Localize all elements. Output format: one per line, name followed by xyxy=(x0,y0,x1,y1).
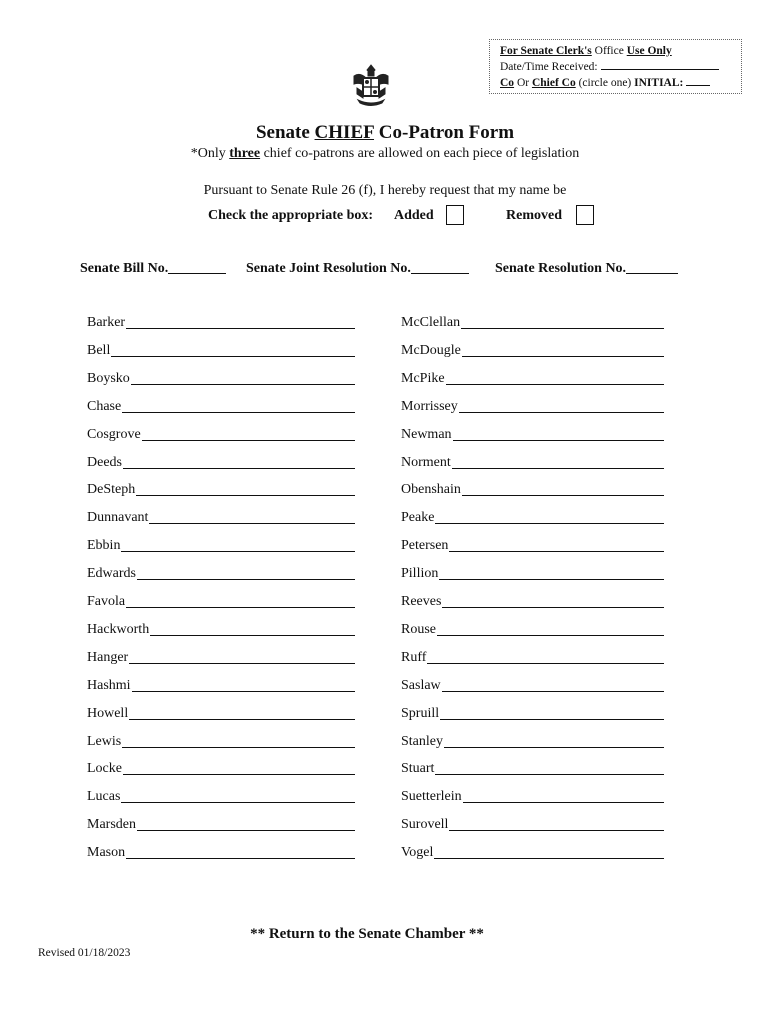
signature-line[interactable] xyxy=(150,635,355,636)
signature-line[interactable] xyxy=(123,774,355,775)
senator-row xyxy=(401,315,664,333)
title-pre: Senate xyxy=(255,122,315,143)
senator-row xyxy=(401,399,664,417)
senator-name: Suetterlein xyxy=(401,789,462,805)
signature-line[interactable] xyxy=(463,802,664,803)
senator-name: Vogel xyxy=(401,845,434,861)
initial-field[interactable] xyxy=(686,74,710,86)
chief-co-option: Chief Co xyxy=(531,77,576,89)
senator-row xyxy=(87,734,355,752)
removed-checkbox[interactable] xyxy=(576,205,594,225)
senator-name: Morrissey xyxy=(401,398,458,414)
senator-row xyxy=(87,706,355,724)
senate-bill-item xyxy=(80,261,168,277)
pursuant-text: Pursuant to Senate Rule 26 (f), I hereby request that my name be xyxy=(203,183,567,198)
signature-line[interactable] xyxy=(129,719,355,720)
signature-line[interactable] xyxy=(439,579,664,580)
senator-name: Saslaw xyxy=(401,677,441,693)
clerk-office-label: For Senate Clerk's xyxy=(500,45,592,57)
revision-date: Revised 01/18/2023 xyxy=(38,947,131,959)
senator-name: Lucas xyxy=(87,789,121,805)
senator-name: Obenshain xyxy=(401,482,461,498)
senator-row xyxy=(87,789,355,807)
senator-name: McClellan xyxy=(401,315,461,330)
senator-name: Ebbin xyxy=(87,538,121,554)
signature-line[interactable] xyxy=(453,440,664,441)
clerk-use-box xyxy=(489,39,742,94)
circle-one-text: (circle one) xyxy=(575,77,635,89)
senator-row xyxy=(87,343,355,361)
subtitle-emphasis: three xyxy=(229,146,261,161)
form-subtitle xyxy=(0,146,770,162)
senator-name: Reeves xyxy=(401,594,442,609)
senator-row xyxy=(401,594,664,612)
signature-line[interactable] xyxy=(111,356,355,357)
senator-row xyxy=(87,371,355,389)
signature-line[interactable] xyxy=(435,774,664,775)
title-post: Co-Patron Form xyxy=(374,122,515,143)
senator-row xyxy=(401,845,664,863)
senate-seal-icon xyxy=(348,62,394,108)
signature-line[interactable] xyxy=(442,607,664,608)
senator-name: Bell xyxy=(87,342,111,358)
senator-row xyxy=(401,789,664,807)
date-time-received-label: Date/Time Received: xyxy=(500,61,598,73)
senator-row xyxy=(401,678,664,696)
senator-row xyxy=(87,482,355,500)
signature-line[interactable] xyxy=(446,384,664,385)
signature-line[interactable] xyxy=(123,468,355,469)
senator-row xyxy=(401,427,664,445)
senator-row xyxy=(401,482,664,500)
signature-line[interactable] xyxy=(122,747,355,748)
senator-name: Surovell xyxy=(401,817,449,833)
signature-line[interactable] xyxy=(131,384,355,385)
senator-row xyxy=(87,538,355,556)
senator-name: Hackworth xyxy=(87,621,150,637)
signature-line[interactable] xyxy=(452,468,664,469)
signature-line[interactable] xyxy=(129,663,355,664)
senator-row xyxy=(87,817,355,835)
signature-line[interactable] xyxy=(434,858,664,859)
signature-line[interactable] xyxy=(437,635,664,636)
signature-line[interactable] xyxy=(137,830,355,831)
clerk-office-text: Office xyxy=(591,45,627,57)
senator-name: Chase xyxy=(87,398,122,414)
senator-row xyxy=(87,650,355,668)
date-time-received-field[interactable] xyxy=(601,58,719,70)
joint-resolution-item xyxy=(246,261,411,277)
signature-line[interactable] xyxy=(149,523,355,524)
senator-name: Howell xyxy=(87,705,129,721)
return-instruction: ** Return to the Senate Chamber ** xyxy=(250,926,484,942)
senator-name: Dunnavant xyxy=(87,510,149,526)
subtitle-pre: *Only xyxy=(190,146,230,161)
senator-row xyxy=(401,538,664,556)
signature-line[interactable] xyxy=(462,356,664,357)
signature-line[interactable] xyxy=(427,663,664,664)
senator-row xyxy=(87,455,355,473)
senator-row xyxy=(87,678,355,696)
senator-row xyxy=(401,761,664,779)
senator-name: Locke xyxy=(87,761,122,777)
senator-row xyxy=(401,817,664,835)
senator-name: Norment xyxy=(401,454,451,470)
senator-name: Marsden xyxy=(87,817,136,833)
added-label: Added xyxy=(394,208,434,223)
senator-name: Lewis xyxy=(87,733,122,749)
clerk-line-2 xyxy=(500,58,733,74)
signature-line[interactable] xyxy=(126,328,355,329)
signature-line[interactable] xyxy=(121,802,355,803)
co-option: Co xyxy=(500,77,515,89)
senator-row xyxy=(87,566,355,584)
signature-line[interactable] xyxy=(449,830,664,831)
senator-name: McPike xyxy=(401,370,445,386)
signature-line[interactable] xyxy=(442,691,664,692)
senator-name: Deeds xyxy=(87,454,122,470)
senate-bill-label: Senate Bill No. xyxy=(80,261,169,276)
senator-row xyxy=(401,510,664,528)
signature-line[interactable] xyxy=(126,607,355,608)
senator-row xyxy=(401,566,664,584)
senator-name: Petersen xyxy=(401,538,449,554)
senator-name: Newman xyxy=(401,426,452,442)
resolution-label: Senate Resolution No. xyxy=(495,261,627,276)
senator-row xyxy=(401,455,664,473)
senator-name: Boysko xyxy=(87,370,130,386)
senate-bill-field[interactable] xyxy=(168,261,226,274)
senator-name: Rouse xyxy=(401,621,436,637)
senator-row xyxy=(87,427,355,445)
senator-name: Favola xyxy=(87,594,126,609)
senator-name: Edwards xyxy=(87,566,136,582)
or-text: Or xyxy=(514,77,532,89)
signature-line[interactable] xyxy=(462,495,664,496)
signature-line[interactable] xyxy=(122,412,355,413)
senator-name: Pillion xyxy=(401,566,439,582)
removed-label: Removed xyxy=(506,208,562,223)
check-label: Check the appropriate box: xyxy=(208,208,374,223)
subtitle-post: chief co-patrons are allowed on each piece of legislation xyxy=(260,146,580,161)
signature-line[interactable] xyxy=(132,691,355,692)
clerk-line-3 xyxy=(500,74,733,90)
initial-label: INITIAL: xyxy=(634,77,684,89)
signature-line[interactable] xyxy=(126,858,355,859)
senator-row xyxy=(87,622,355,640)
signature-line[interactable] xyxy=(459,412,664,413)
senator-row xyxy=(87,399,355,417)
senator-row xyxy=(87,510,355,528)
use-only-label: Use Only xyxy=(626,45,672,57)
senator-name: Peake xyxy=(401,510,435,526)
signature-line[interactable] xyxy=(461,328,664,329)
joint-resolution-label: Senate Joint Resolution No. xyxy=(246,261,411,276)
senator-row xyxy=(401,734,664,752)
signature-line[interactable] xyxy=(435,523,664,524)
signature-line[interactable] xyxy=(137,579,355,580)
resolution-field[interactable] xyxy=(626,261,678,274)
clerk-line-1 xyxy=(500,44,733,58)
senator-name: Cosgrove xyxy=(87,426,141,442)
senator-row xyxy=(401,706,664,724)
senator-row xyxy=(87,315,355,333)
signature-line[interactable] xyxy=(121,551,355,552)
senator-row xyxy=(401,343,664,361)
senator-name: McDougle xyxy=(401,342,461,358)
form-title xyxy=(0,122,770,144)
resolution-item xyxy=(495,261,626,277)
senator-row xyxy=(87,845,355,863)
senator-name: Ruff xyxy=(401,649,427,665)
senator-row xyxy=(401,622,664,640)
joint-resolution-field[interactable] xyxy=(411,261,469,274)
senator-name: Stanley xyxy=(401,733,443,749)
signature-line[interactable] xyxy=(440,719,664,720)
senator-name: Hanger xyxy=(87,649,129,665)
senator-row xyxy=(401,371,664,389)
senator-name: Hashmi xyxy=(87,677,131,693)
title-emphasis: CHIEF xyxy=(314,122,375,143)
senator-name: Stuart xyxy=(401,761,435,777)
senator-name: Barker xyxy=(87,315,126,330)
signature-line[interactable] xyxy=(136,495,355,496)
signature-line[interactable] xyxy=(449,551,664,552)
added-checkbox[interactable] xyxy=(446,205,464,225)
senator-row xyxy=(87,594,355,612)
senator-name: DeSteph xyxy=(87,482,136,498)
senator-row xyxy=(401,650,664,668)
senator-row xyxy=(87,761,355,779)
senator-name: Mason xyxy=(87,845,126,861)
signature-line[interactable] xyxy=(142,440,355,441)
senator-name: Spruill xyxy=(401,705,440,721)
signature-line[interactable] xyxy=(444,747,664,748)
